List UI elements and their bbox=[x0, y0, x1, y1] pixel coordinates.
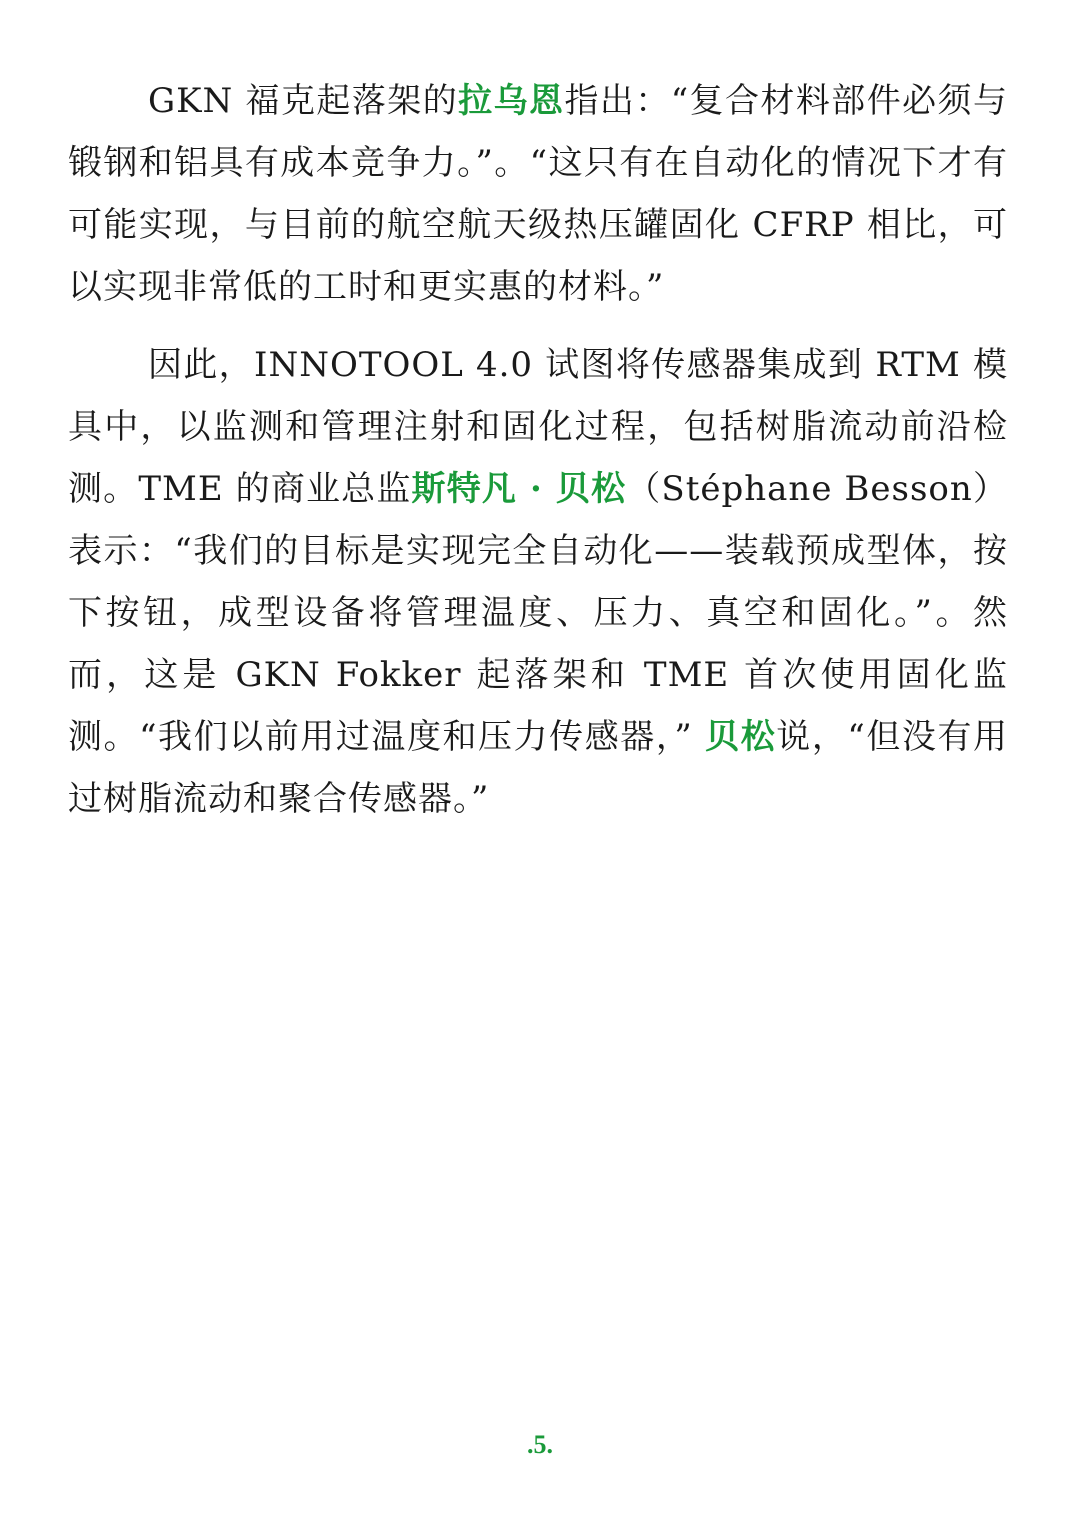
paragraph-1-text-2: 指出：“复合材料部件必须与锻钢和铝具有成本竞争力。”。“这只有在自动化的情况下才有可能实现，与目前的航空航天级热压罐固化 CFRP 相比，可以实现非常低的工时和更实惠的材料。” bbox=[68, 81, 1008, 307]
person-name-highlight: 贝松 bbox=[705, 717, 777, 757]
page-number: .5. bbox=[527, 1430, 553, 1459]
paragraph-2-text-1: 因此，INNOTOOL 4.0 试图将传感器集成到 RTM 模具中，以监测和管理注射和固化过程，包括树脂流动前沿检测。TME 的商业总监 bbox=[68, 345, 1008, 509]
article-body bbox=[68, 70, 1008, 830]
paragraph-2-text-3: 说，“但没有用过树脂流动和聚合传感器。” bbox=[68, 717, 1009, 819]
paragraph-1 bbox=[68, 70, 1008, 318]
paragraph-2 bbox=[68, 334, 1008, 830]
paragraph-1-text-1: GKN 福克起落架的 bbox=[148, 81, 459, 121]
person-name-highlight: 斯特凡 · 贝松 bbox=[411, 469, 627, 509]
paragraph-2-text-2: （Stéphane Besson）表示：“我们的目标是实现完全自动化——装载预成型体，按下按钮，成型设备将管理温度、压力、真空和固化。”。然而，这是 GKN Fokker 起落架和 TME 首次使用固化监测。“我们以前用过温度和压力传感器，” bbox=[68, 469, 1008, 757]
person-name-highlight: 拉乌恩 bbox=[458, 81, 565, 121]
